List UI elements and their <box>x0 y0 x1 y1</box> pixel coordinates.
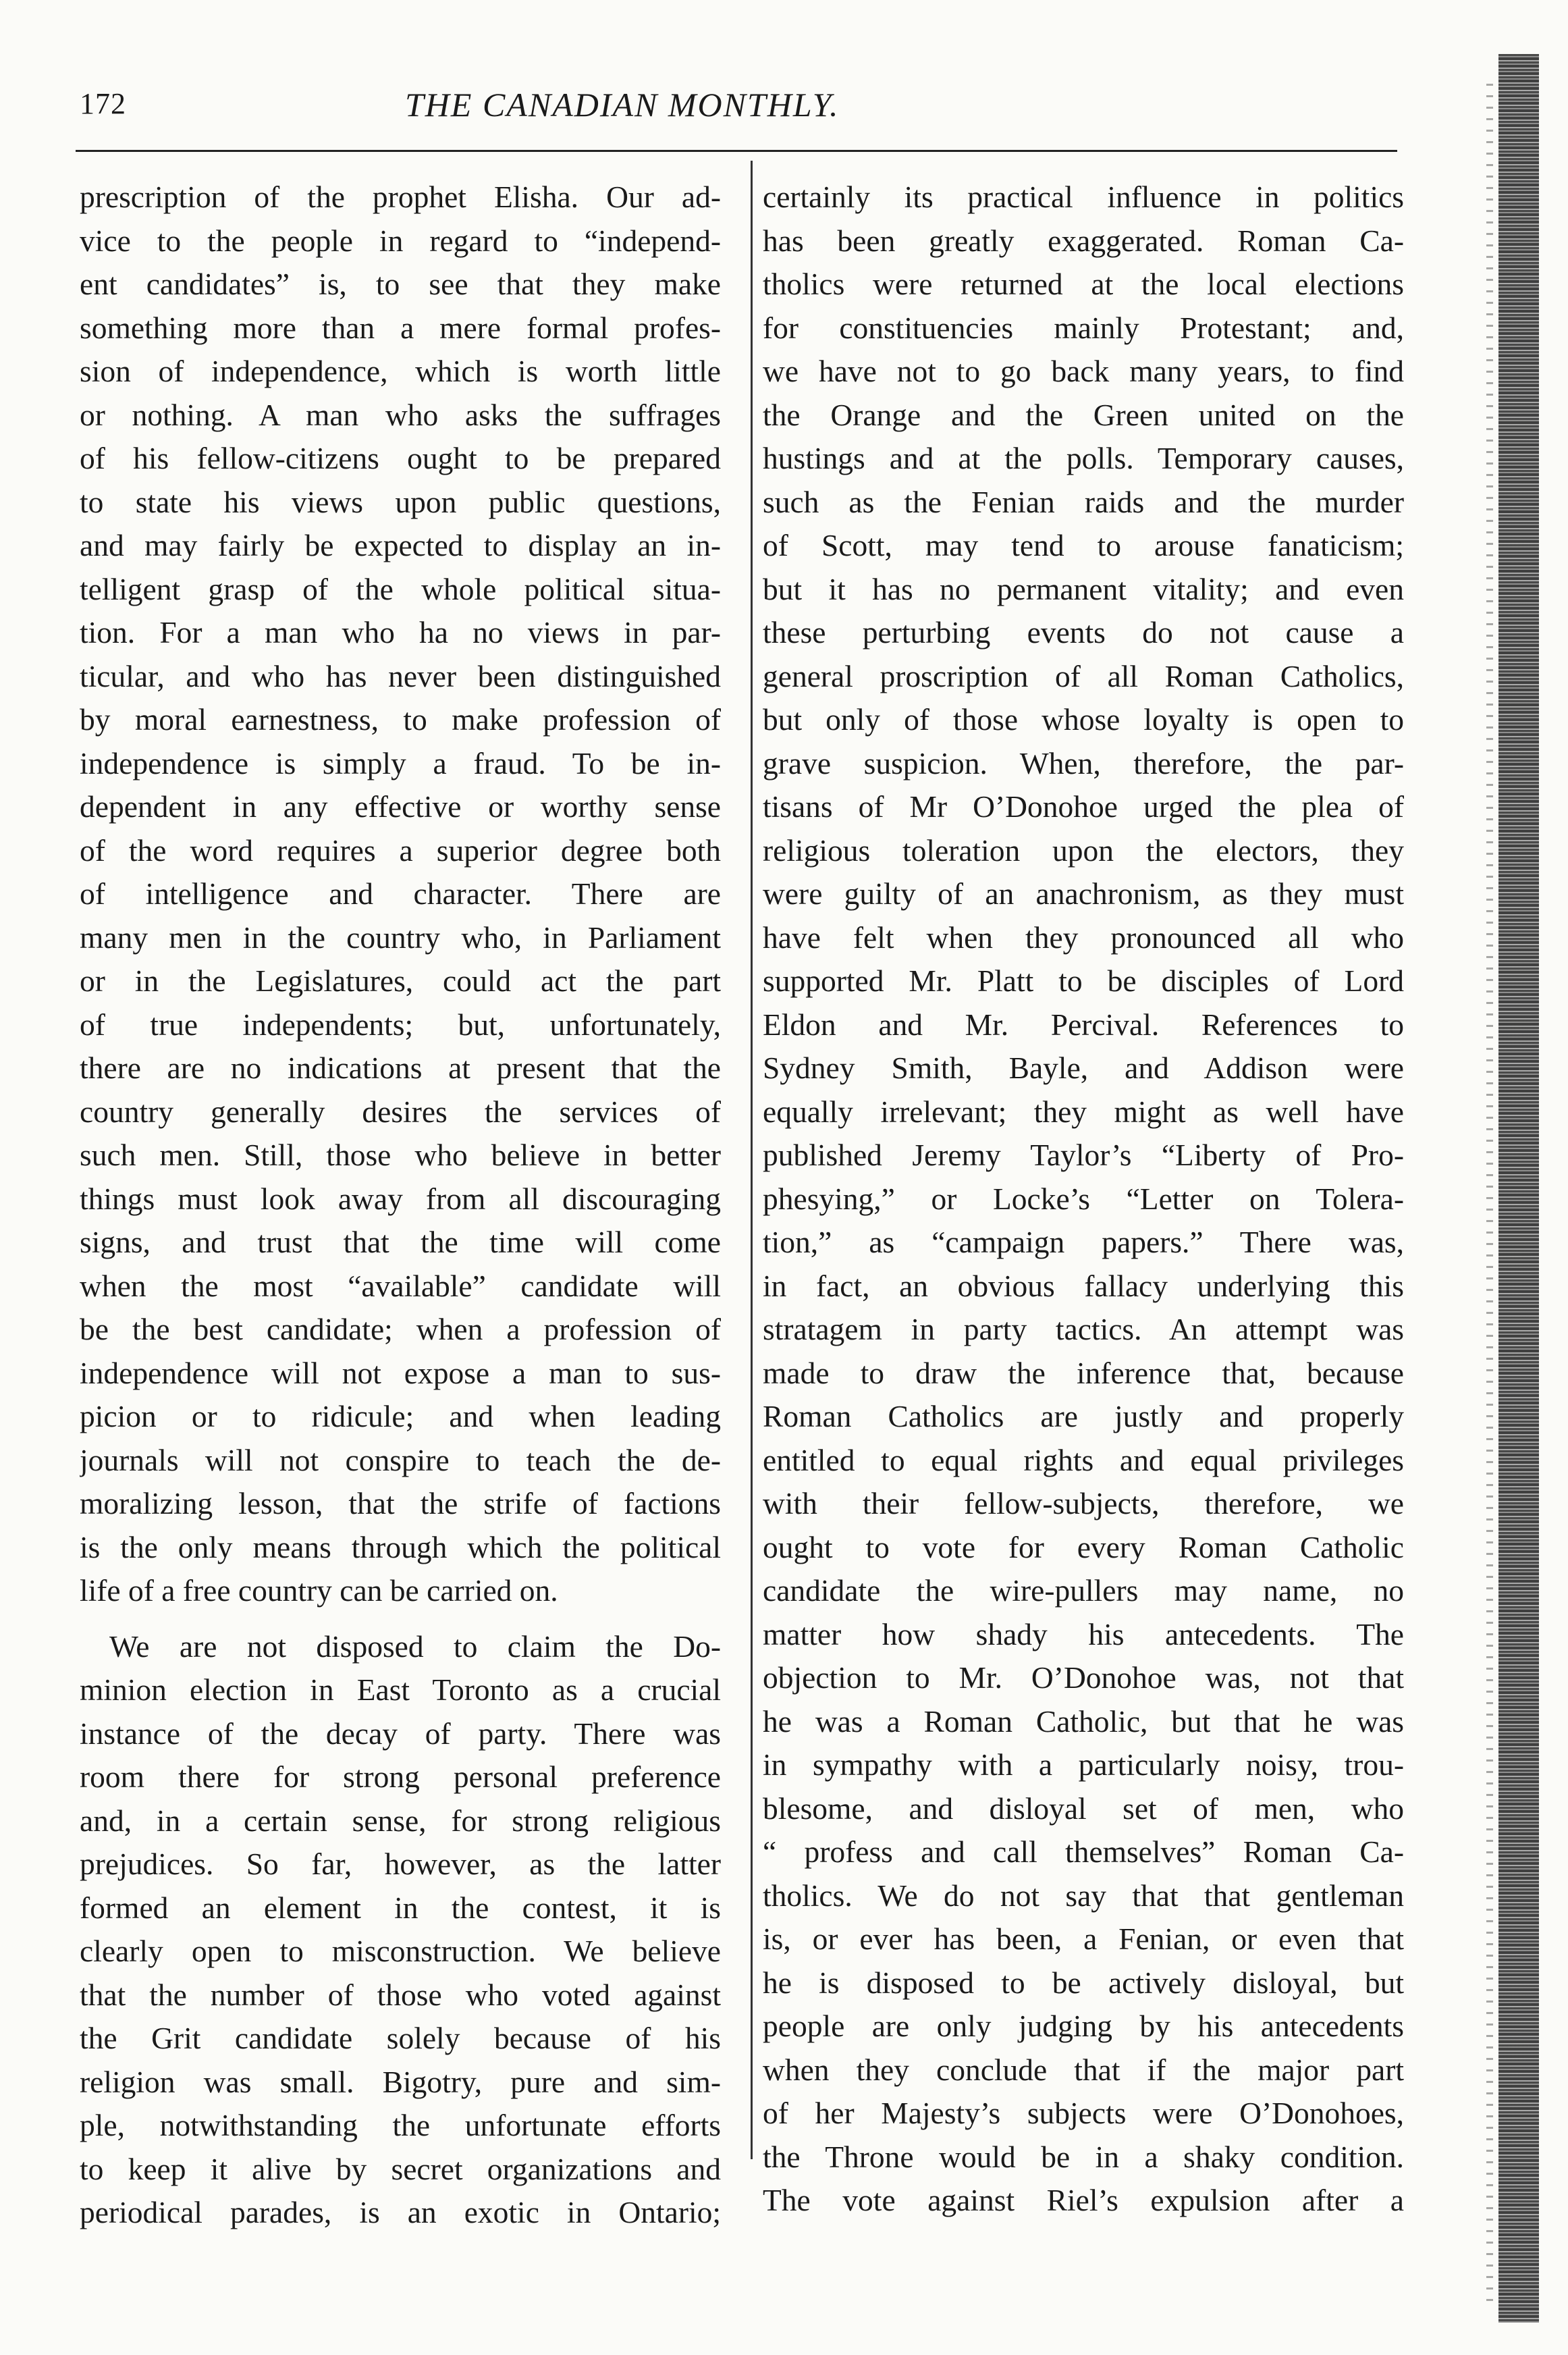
text-line: ought to vote for every Roman Catholic <box>763 1529 1404 1564</box>
text-line: people are only judging by his antecedents <box>763 2009 1404 2043</box>
text-line: to state his views upon public questions, <box>80 484 721 519</box>
text-line: vice to the people in regard to “independ- <box>80 223 721 258</box>
text-line: he was a Roman Catholic, but that he was <box>763 1703 1404 1739</box>
text-line: we have not to go back many years, to find <box>763 354 1404 388</box>
text-line: ticular, and who has never been distinguished <box>80 658 721 693</box>
text-line: or nothing. A man who asks the suffrages <box>80 397 721 432</box>
text-line: have felt when they pronounced all who <box>763 920 1404 955</box>
text-line: journals will not conspire to teach the de- <box>80 1442 721 1477</box>
text-line: that the number of those who voted against <box>80 1977 721 2012</box>
text-line: of intelligence and character. There are <box>80 876 721 911</box>
text-line: moralizing lesson, that the strife of factions <box>80 1486 721 1520</box>
left-column <box>80 176 721 2235</box>
text-line: minion election in East Toronto as a crucial <box>80 1672 721 1707</box>
text-line: We are not disposed to claim the Do- <box>109 1629 721 1664</box>
text-line: objection to Mr. O’Donohoe was, not that <box>763 1660 1404 1695</box>
text-line: such men. Still, those who believe in better <box>80 1138 721 1172</box>
text-line: religion was small. Bigotry, pure and sim- <box>80 2064 721 2099</box>
header-rule <box>76 150 1397 152</box>
text-line: or in the Legislatures, could act the part <box>80 963 721 998</box>
text-line: tion,” as “campaign papers.” There was, <box>763 1225 1404 1259</box>
text-line: blesome, and disloyal set of men, who <box>763 1791 1404 1826</box>
page-number: 172 <box>80 87 126 120</box>
text-line: country generally desires the services of <box>80 1094 721 1129</box>
text-line: tisans of Mr O’Donohoe urged the plea of <box>763 789 1404 824</box>
text-line: Sydney Smith, Bayle, and Addison were <box>763 1051 1404 1085</box>
text-line: the Grit candidate solely because of his <box>80 2021 721 2055</box>
text-line: independence will not expose a man to sus- <box>80 1355 721 1390</box>
text-line: for constituencies mainly Protestant; and, <box>763 310 1404 345</box>
text-line: hustings and at the polls. Temporary causes, <box>763 441 1404 475</box>
text-line: ent candidates” is, to see that they make <box>80 267 721 301</box>
text-line: “ profess and call themselves” Roman Ca- <box>763 1834 1404 1869</box>
text-line: formed an element in the contest, it is <box>80 1890 721 1925</box>
text-line: general proscription of all Roman Catholics, <box>763 658 1404 693</box>
text-line: the Orange and the Green united on the <box>763 397 1404 432</box>
text-line: when the most “available” candidate will <box>80 1268 721 1303</box>
text-line: such as the Fenian raids and the murder <box>763 484 1404 519</box>
text-line: instance of the decay of party. There was <box>80 1716 721 1751</box>
text-line: made to draw the inference that, because <box>763 1355 1404 1390</box>
text-line: supported Mr. Platt to be disciples of Lord <box>763 963 1404 998</box>
text-line: room there for strong personal preference <box>80 1759 721 1794</box>
text-line: of his fellow-citizens ought to be prepared <box>80 441 721 475</box>
text-line: tholics. We do not say that that gentleman <box>763 1878 1404 1913</box>
text-line: ple, notwithstanding the unfortunate efforts <box>80 2108 721 2142</box>
paragraph-gap <box>80 1613 721 1625</box>
text-line: telligent grasp of the whole political situa- <box>80 571 721 606</box>
text-line: in fact, an obvious fallacy underlying this <box>763 1268 1404 1303</box>
scan-edge-strip-thin <box>1486 74 1493 2302</box>
text-line: the Throne would be in a shaky condition. <box>763 2139 1404 2174</box>
text-line: picion or to ridicule; and when leading <box>80 1399 721 1433</box>
column-divider <box>751 161 753 2159</box>
text-line: independence is simply a fraud. To be in- <box>80 745 721 780</box>
text-line: dependent in any effective or worthy sense <box>80 789 721 824</box>
text-line: sion of independence, which is worth little <box>80 354 721 388</box>
text-line: is, or ever has been, a Fenian, or even that <box>763 1922 1404 1956</box>
text-line: by moral earnestness, to make profession of <box>80 702 721 737</box>
text-line: clearly open to misconstruction. We believe <box>80 1934 721 1968</box>
text-line: of her Majesty’s subjects were O’Donohoes, <box>763 2096 1404 2130</box>
text-line: life of a free country can be carried on. <box>80 1573 558 1608</box>
text-line: equally irrelevant; they might as well have <box>763 1094 1404 1129</box>
text-line: periodical parades, is an exotic in Ontario; <box>80 2195 721 2229</box>
text-line: published Jeremy Taylor’s “Liberty of Pro- <box>763 1138 1404 1172</box>
text-line: to keep it alive by secret organizations and <box>80 2151 721 2186</box>
text-line: certainly its practical influence in politics <box>763 180 1404 214</box>
text-line: stratagem in party tactics. An attempt was <box>763 1312 1404 1346</box>
text-line: there are no indications at present that the <box>80 1051 721 1085</box>
text-line: signs, and trust that the time will come <box>80 1225 721 1259</box>
scan-edge-strip <box>1498 54 1539 2323</box>
text-line: Eldon and Mr. Percival. References to <box>763 1007 1404 1042</box>
text-line: and may fairly be expected to display an in- <box>80 528 721 562</box>
text-line: in sympathy with a particularly noisy, trou- <box>763 1747 1404 1782</box>
text-line: of true independents; but, unfortunately, <box>80 1007 721 1042</box>
text-line: with their fellow-subjects, therefore, we <box>763 1486 1404 1520</box>
text-line: when they conclude that if the major part <box>763 2052 1404 2087</box>
text-line: be the best candidate; when a profession of <box>80 1312 721 1346</box>
text-line: The vote against Riel’s expulsion after a <box>763 2183 1404 2217</box>
text-line: things must look away from all discouraging <box>80 1181 721 1216</box>
text-line: tholics were returned at the local elections <box>763 267 1404 301</box>
text-line: he is disposed to be actively disloyal, but <box>763 1965 1404 2000</box>
text-line: is the only means through which the political <box>80 1529 721 1564</box>
text-line: phesying,” or Locke’s “Letter on Tolera- <box>763 1181 1404 1216</box>
text-line: Roman Catholics are justly and properly <box>763 1399 1404 1433</box>
text-line: were guilty of an anachronism, as they must <box>763 876 1404 911</box>
text-line: something more than a mere formal profes- <box>80 310 721 345</box>
right-column <box>763 176 1404 2223</box>
text-line: grave suspicion. When, therefore, the par- <box>763 745 1404 780</box>
running-head: THE CANADIAN MONTHLY. <box>405 86 840 124</box>
text-line: but only of those whose loyalty is open to <box>763 702 1404 737</box>
text-line: of Scott, may tend to arouse fanaticism; <box>763 528 1404 562</box>
text-line: but it has no permanent vitality; and even <box>763 571 1404 606</box>
text-line: religious toleration upon the electors, they <box>763 832 1404 868</box>
text-line: prejudices. So far, however, as the latter <box>80 1847 721 1881</box>
text-line: these perturbing events do not cause a <box>763 615 1404 650</box>
text-line: many men in the country who, in Parliament <box>80 920 721 955</box>
text-line: prescription of the prophet Elisha. Our ad- <box>80 180 721 214</box>
text-line: entitled to equal rights and equal privileges <box>763 1442 1404 1477</box>
text-line: has been greatly exaggerated. Roman Ca- <box>763 223 1404 258</box>
text-line: tion. For a man who ha no views in par- <box>80 615 721 650</box>
text-line: matter how shady his antecedents. The <box>763 1616 1404 1651</box>
text-line: candidate the wire-pullers may name, no <box>763 1573 1404 1608</box>
text-line: of the word requires a superior degree both <box>80 832 721 868</box>
text-line: and, in a certain sense, for strong religious <box>80 1803 721 1838</box>
